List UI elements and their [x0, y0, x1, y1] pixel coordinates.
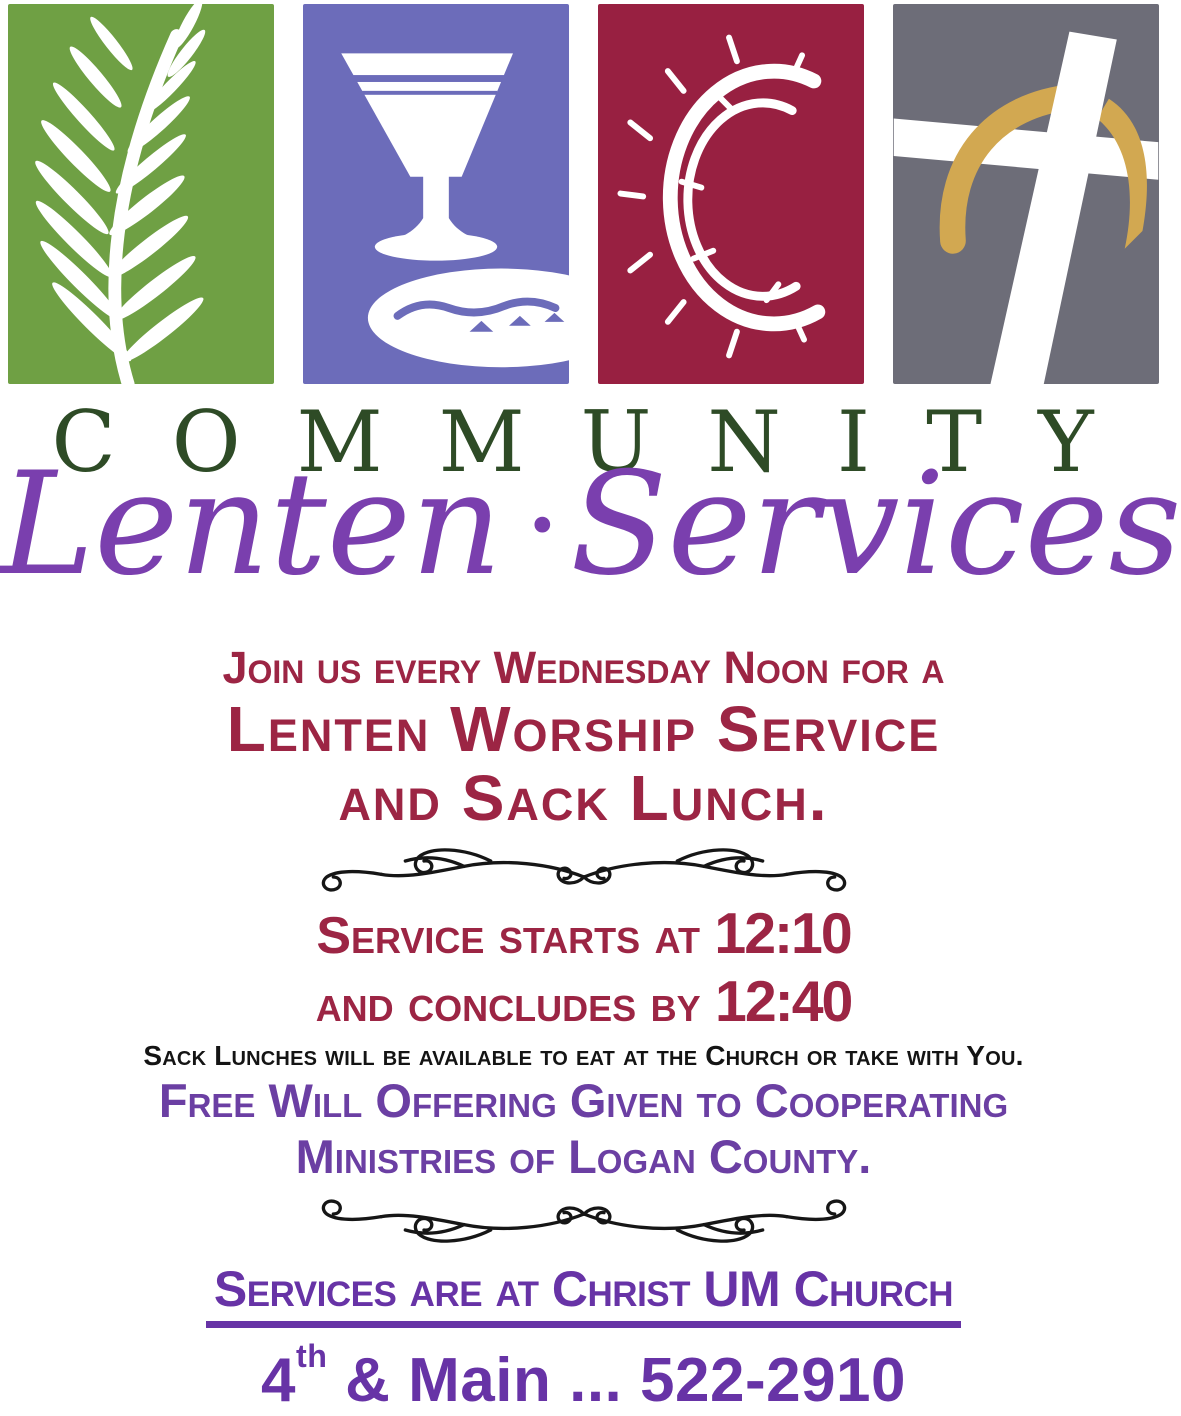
schedule-end-line [0, 969, 1167, 1034]
panel-chalice [303, 4, 569, 384]
panel-cross [893, 4, 1159, 384]
street-ordinal: th [295, 1338, 328, 1375]
intro-line-1: Join us every Wednesday Noon for a [222, 642, 945, 694]
flourish-divider-bottom [169, 1194, 999, 1250]
schedule-start-text: Service starts at [316, 907, 700, 966]
offering-line-1: Free Will Offering Given to Cooperating [158, 1074, 1009, 1128]
schedule-end-text: and concludes by [315, 974, 701, 1033]
location-text: Services are at Christ UM Church [206, 1260, 961, 1328]
sack-lunch-note: Sack Lunches will be available to eat at the Church or take with You. [143, 1040, 1024, 1072]
symbol-panels [0, 0, 1167, 384]
title-community: COMMUNITY [51, 393, 1150, 491]
cross-and-drape-icon [893, 4, 1159, 384]
schedule-end-time: 12:40 [715, 969, 852, 1034]
intro-line-3: and Sack Lunch. [338, 761, 829, 834]
flourish-divider-top [169, 841, 999, 897]
schedule-start-time: 12:10 [714, 902, 851, 967]
crown-of-thorns-icon [598, 4, 864, 384]
location-line [0, 1260, 1167, 1328]
street-number: 4 [260, 1346, 296, 1416]
offering-line-2: Ministries of Logan County. [295, 1130, 872, 1184]
script-word-lenten: Lenten [0, 442, 503, 607]
intro-line-2: Lenten Worship Service [226, 692, 941, 765]
panel-crown [598, 4, 864, 384]
palm-branch-icon [8, 4, 274, 384]
schedule-start-line [0, 902, 1167, 967]
script-separator-dot: • [526, 495, 559, 558]
chalice-and-bread-icon [303, 4, 569, 384]
address-phone-line [0, 1338, 1167, 1416]
address-phone-text: & Main ... 522-2910 [345, 1346, 907, 1416]
panel-palm [8, 4, 274, 384]
script-word-services: Services [570, 442, 1181, 607]
